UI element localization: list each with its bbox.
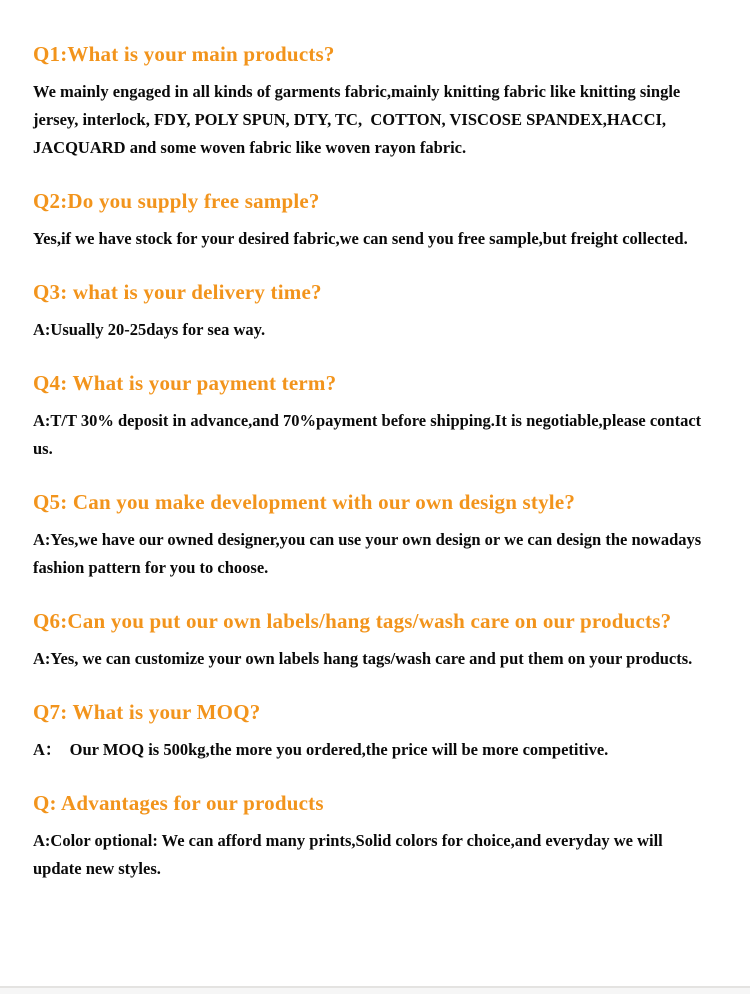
faq-item: [33, 696, 715, 764]
faq-answer: Yes,if we have stock for your desired fabric,we can send you free sample,but freight collected.: [33, 229, 688, 248]
faq-answer: A:Usually 20-25days for sea way.: [33, 320, 266, 339]
faq-question: Q: Advantages for our products: [33, 791, 324, 815]
faq-item: [33, 486, 715, 582]
faq-list: [33, 38, 715, 883]
faq-question: Q5: Can you make development with our own design style?: [33, 490, 576, 514]
faq-question: Q2:Do you supply free sample?: [33, 189, 320, 213]
faq-answer: A:T/T 30% deposit in advance,and 70%payment before shipping.It is negotiable,please contact us.: [33, 411, 706, 458]
faq-answer: A:Yes, we can customize your own labels hang tags/wash care and put them on your products.: [33, 649, 693, 668]
faq-item: [33, 367, 715, 463]
faq-question: Q3: what is your delivery time?: [33, 280, 322, 304]
next-section-top-edge: [0, 986, 750, 994]
faq-question: Q6:Can you put our own labels/hang tags/wash care on our products?: [33, 609, 672, 633]
faq-question: Q4: What is your payment term?: [33, 371, 337, 395]
faq-item: [33, 38, 715, 162]
faq-answer: We mainly engaged in all kinds of garments fabric,mainly knitting fabric like knitting single jersey, interlock, FDY, POLY SPUN, DTY, TC, COTTON, VISCOSE SPANDEX,HACCI, JACQUARD and some woven fabric like woven rayon fabric.: [33, 82, 685, 157]
faq-answer: A:Yes,we have our owned designer,you can use your own design or we can design the nowadays fashion pattern for you to choose.: [33, 530, 706, 577]
faq-item: [33, 276, 715, 344]
faq-question: Q7: What is your MOQ?: [33, 700, 261, 724]
faq-item: [33, 185, 715, 253]
faq-question: Q1:What is your main products?: [33, 42, 335, 66]
faq-item: [33, 605, 715, 673]
faq-item: [33, 787, 715, 883]
faq-answer: A:Color optional: We can afford many prints,Solid colors for choice,and everyday we will update new styles.: [33, 831, 667, 878]
faq-answer: A： Our MOQ is 500kg,the more you ordered,the price will be more competitive.: [33, 740, 609, 759]
